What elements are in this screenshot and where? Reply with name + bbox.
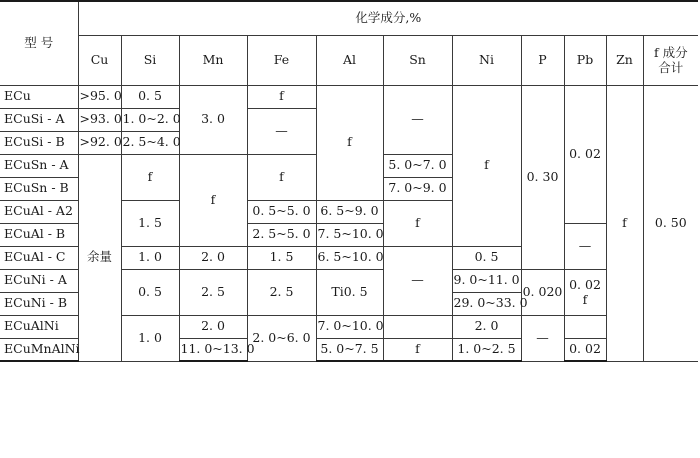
fe-cell: 2. 5 — [247, 269, 316, 315]
header-al: Al — [316, 35, 383, 85]
sn-cell: 5. 0~7. 0 — [383, 154, 452, 177]
grade-cell: ECuAl - A2 — [0, 200, 78, 223]
header-p: P — [521, 35, 564, 85]
grade-cell: ECuMnAlNi — [0, 338, 78, 361]
fe-cell: f — [247, 154, 316, 200]
pb-cell: — — [564, 223, 606, 269]
sn-cell: — — [383, 246, 452, 315]
al-cell: 5. 0~7. 5 — [316, 338, 383, 361]
fe-cell: 2. 5~5. 0 — [247, 223, 316, 246]
si-cell: 2. 5~4. 0 — [121, 131, 179, 154]
grade-cell: ECuSi - A — [0, 108, 78, 131]
header-cu: Cu — [78, 35, 121, 85]
cu-cell: >95. 0 — [78, 85, 121, 108]
sn-cell — [383, 315, 452, 338]
header-f-total-line1: f 成分 — [654, 44, 688, 60]
mn-cell: f — [179, 154, 247, 246]
fe-cell: f — [247, 85, 316, 108]
grade-cell: ECuNi - B — [0, 292, 78, 315]
header-zn: Zn — [606, 35, 643, 85]
header-si: Si — [121, 35, 179, 85]
cu-cell: >92. 0 — [78, 131, 121, 154]
si-cell: f — [121, 154, 179, 200]
pb-cell: 0. 02 — [564, 338, 606, 361]
grade-cell: ECuSn - B — [0, 177, 78, 200]
grade-cell: ECuSn - A — [0, 154, 78, 177]
header-mn: Mn — [179, 35, 247, 85]
mn-cell: 2. 5 — [179, 269, 247, 315]
p-cell: 0. 30 — [521, 85, 564, 269]
si-cell: 1. 5 — [121, 200, 179, 246]
pb-cell-f: f — [582, 291, 588, 307]
header-composition: 化学成分,% — [78, 1, 698, 35]
header-sn: Sn — [383, 35, 452, 85]
fe-cell: 2. 0~6. 0 — [247, 315, 316, 361]
header-f-total — [643, 35, 698, 85]
mn-cell: 3. 0 — [179, 85, 247, 154]
grade-cell: ECuAl - B — [0, 223, 78, 246]
grade-cell: ECuAlNi — [0, 315, 78, 338]
ni-cell: 9. 0~11. 0 — [452, 269, 521, 292]
p-cell: 0. 020 — [521, 269, 564, 315]
f-total-cell: 0. 50 — [643, 85, 698, 361]
ni-cell: 29. 0~33. 0 — [452, 292, 521, 315]
fe-cell: — — [247, 108, 316, 154]
ni-cell: 0. 5 — [452, 246, 521, 269]
grade-cell: ECuNi - A — [0, 269, 78, 292]
grade-cell: ECu — [0, 85, 78, 108]
al-cell: 6. 5~10. 0 — [316, 246, 383, 269]
ni-cell: 1. 0~2. 5 — [452, 338, 521, 361]
sn-cell: — — [383, 85, 452, 154]
sn-cell: 7. 0~9. 0 — [383, 177, 452, 200]
sn-cell: f — [383, 200, 452, 246]
p-cell: — — [521, 315, 564, 361]
zn-cell: f — [606, 85, 643, 361]
fe-cell: 0. 5~5. 0 — [247, 200, 316, 223]
cu-cell: 余量 — [78, 154, 121, 361]
mn-cell: 2. 0 — [179, 315, 247, 338]
si-cell: 0. 5 — [121, 85, 179, 108]
sn-cell: f — [383, 338, 452, 361]
al-cell: Ti0. 5 — [316, 269, 383, 315]
header-f-total-line2: 合计 — [658, 59, 684, 75]
si-cell: 1. 0~2. 0 — [121, 108, 179, 131]
al-cell: 7. 5~10. 0 — [316, 223, 383, 246]
al-cell: 6. 5~9. 0 — [316, 200, 383, 223]
al-cell: f — [316, 85, 383, 200]
si-cell: 1. 0 — [121, 315, 179, 361]
cu-cell: >93. 0 — [78, 108, 121, 131]
mn-cell: 11. 0~13. 0 — [179, 338, 247, 361]
pb-cell — [564, 315, 606, 338]
header-pb: Pb — [564, 35, 606, 85]
grade-cell: ECuSi - B — [0, 131, 78, 154]
si-cell: 0. 5 — [121, 269, 179, 315]
pb-cell: 0. 02 — [564, 85, 606, 223]
pb-cell-value: 0. 02 — [569, 276, 601, 292]
mn-cell: 2. 0 — [179, 246, 247, 269]
al-cell: 7. 0~10. 0 — [316, 315, 383, 338]
header-fe: Fe — [247, 35, 316, 85]
pb-cell — [564, 269, 606, 315]
header-ni: Ni — [452, 35, 521, 85]
ni-cell: 2. 0 — [452, 315, 521, 338]
header-model: 型 号 — [0, 1, 78, 85]
fe-cell: 1. 5 — [247, 246, 316, 269]
si-cell: 1. 0 — [121, 246, 179, 269]
ni-cell: f — [452, 85, 521, 246]
grade-cell: ECuAl - C — [0, 246, 78, 269]
